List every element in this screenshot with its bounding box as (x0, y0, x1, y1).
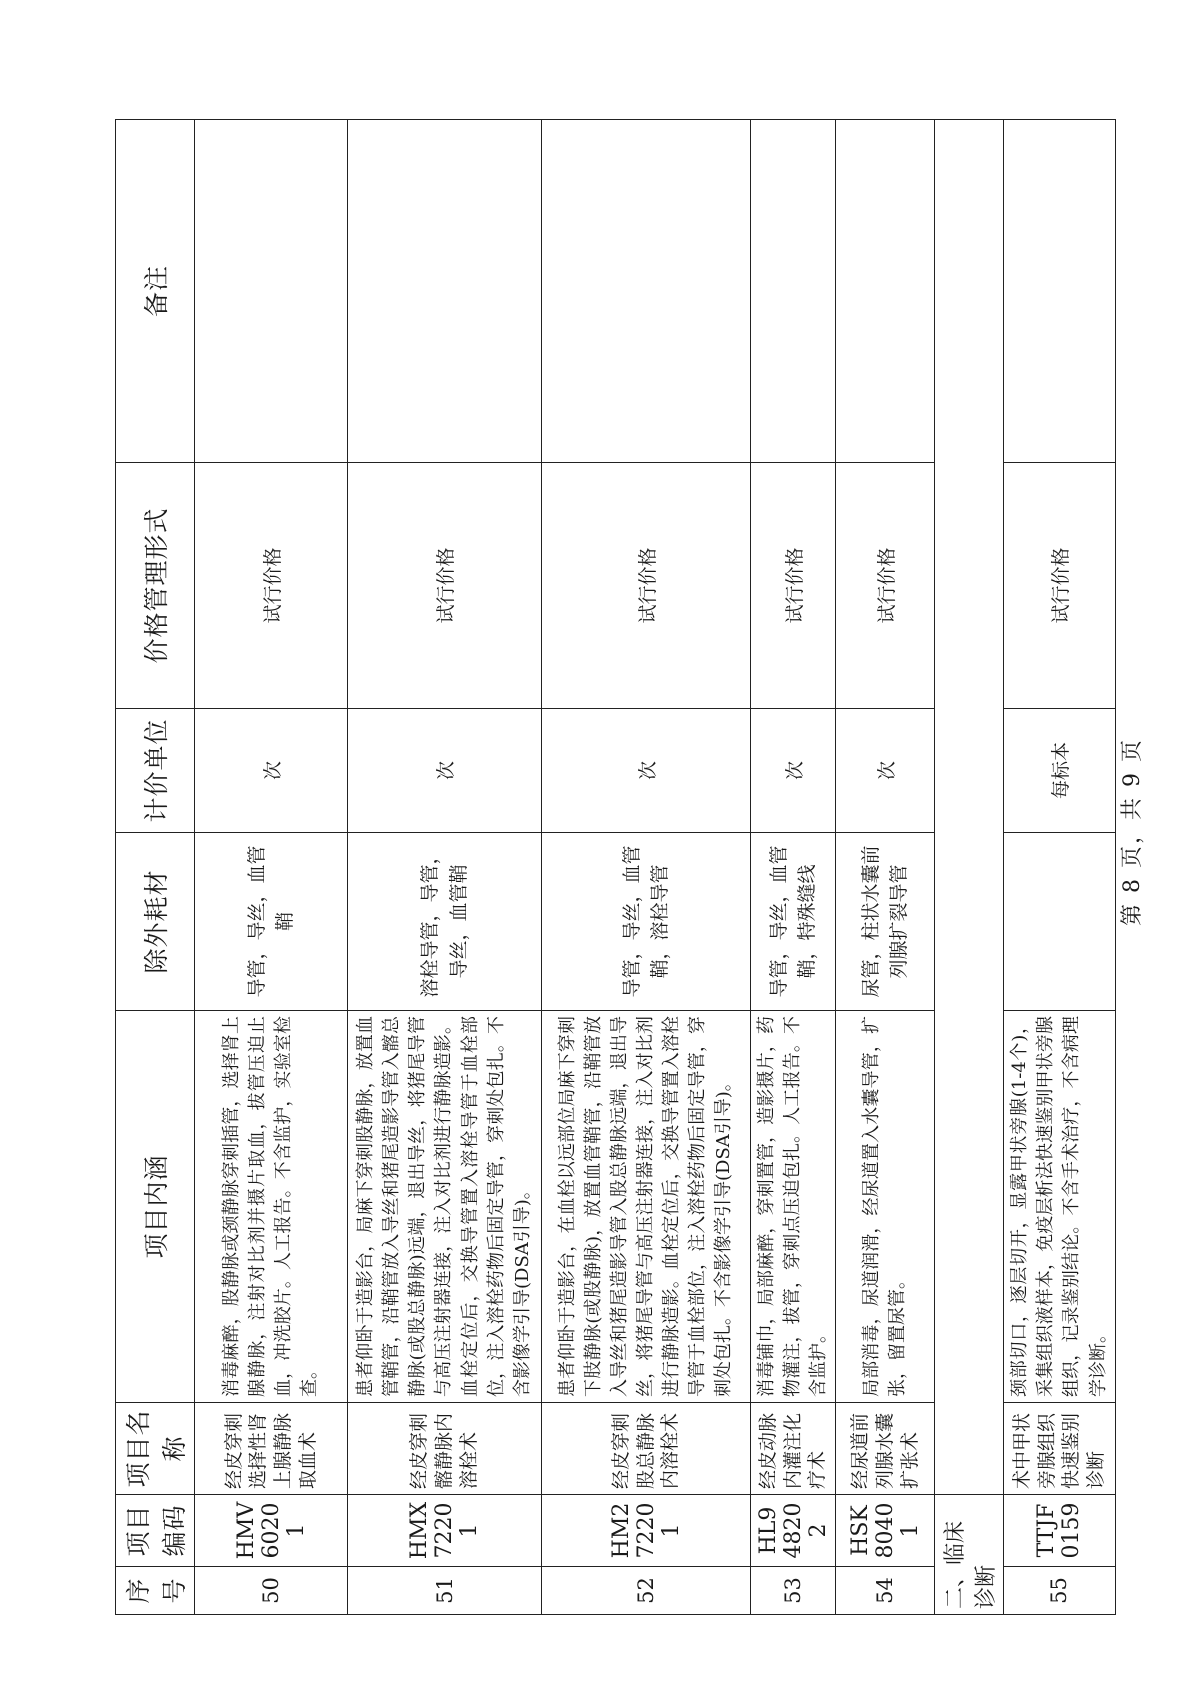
header-materials: 除外耗材 (116, 833, 195, 1011)
table-row (751, 120, 836, 1615)
row-seq: 55 (1004, 1567, 1115, 1615)
table-row (836, 120, 935, 1615)
row-price-form: 试行价格 (542, 463, 751, 709)
row-unit: 次 (542, 709, 751, 833)
row-content: 患者仰卧于造影台，局麻下穿刺股静脉，放置血管鞘管，沿鞘管放入导丝和猪尾造影导管入髂总静脉(或股总静脉)远端，退出导丝，将猪尾导管与高压注射器连接，注入对比剂进行静脉造影。血栓定位后，交换导管置入溶栓导管于血栓部位，注入溶栓药物后固定导管，穿刺处包扎。不含影像学引导(DSA引导)。 (348, 1011, 542, 1403)
section-filler (935, 120, 1004, 1495)
row-name: 经尿道前列腺水囊扩张术 (836, 1403, 935, 1495)
row-price-form: 试行价格 (836, 463, 935, 709)
row-name: 经皮穿刺选择性肾上腺静脉取血术 (195, 1403, 348, 1495)
row-code: HSK80401 (836, 1495, 935, 1567)
header-note: 备注 (116, 120, 195, 463)
header-price-form: 价格管理形式 (116, 463, 195, 709)
row-note (195, 120, 348, 463)
table-row (542, 120, 751, 1615)
row-code: HM272201 (542, 1495, 751, 1567)
row-note (836, 120, 935, 463)
header-code: 项目编码 (116, 1495, 195, 1567)
price-item-table (115, 119, 1116, 1615)
row-seq: 51 (348, 1567, 542, 1615)
header-seq: 序号 (116, 1567, 195, 1615)
row-content: 颈部切口，逐层切开，显露甲状旁腺(1-4个)，采集组织液样本，免疫层析法快速鉴别甲状旁腺组织，记录鉴别结论。不含手术治疗，不含病理学诊断。 (1004, 1011, 1115, 1403)
row-content: 局部消毒，尿道润滑，经尿道置入水囊导管，扩张，留置尿管。 (836, 1011, 935, 1403)
row-materials (1004, 833, 1115, 1011)
row-content: 消毒麻醉，股静脉或颈静脉穿刺插管，选择肾上腺静脉，注射对比剂并摄片取血，拔管压迫止血，冲洗胶片。人工报告。不含监护，实验室检查。 (195, 1011, 348, 1403)
row-price-form: 试行价格 (195, 463, 348, 709)
row-name: 经皮穿刺股总静脉内溶栓术 (542, 1403, 751, 1495)
row-seq: 52 (542, 1567, 751, 1615)
row-content: 患者仰卧于造影台，在血栓以远部位局麻下穿刺下肢静脉(或股静脉)，放置血管鞘管，沿鞘管放入导丝和猪尾造影导管入股总静脉远端，退出导丝，将猪尾导管与高压注射器连接，注入对比剂进行静脉造影。血栓定位后，交换导管置入溶栓导管于血栓部位，注入溶栓药物后固定导管，穿刺处包扎。不含影像学引导(DSA引导)。 (542, 1011, 751, 1403)
row-name: 经皮穿刺髂静脉内溶栓术 (348, 1403, 542, 1495)
header-unit: 计价单位 (116, 709, 195, 833)
row-unit: 每标本 (1004, 709, 1115, 833)
row-note (348, 120, 542, 463)
row-materials: 溶栓导管，导管，导丝，血管鞘 (348, 833, 542, 1011)
page-number: 第 8 页，共 9 页 (1120, 738, 1145, 926)
row-name: 经皮动脉内灌注化疗术 (751, 1403, 836, 1495)
row-seq: 54 (836, 1567, 935, 1615)
table-header-row (116, 120, 195, 1615)
row-code: HMV60201 (195, 1495, 348, 1567)
row-materials: 导管，导丝，血管鞘，溶栓导管 (542, 833, 751, 1011)
table-row (195, 120, 348, 1615)
row-seq: 50 (195, 1567, 348, 1615)
row-content: 消毒铺巾，局部麻醉，穿刺置管，造影摄片，药物灌注，拔管，穿刺点压迫包扎。人工报告。不含监护。 (751, 1011, 836, 1403)
row-note (1004, 120, 1115, 463)
row-name: 术中甲状旁腺组织快速鉴别诊断 (1004, 1403, 1115, 1495)
row-unit: 次 (348, 709, 542, 833)
row-price-form: 试行价格 (751, 463, 836, 709)
row-price-form: 试行价格 (1004, 463, 1115, 709)
row-materials: 导管，导丝，血管鞘，特殊缝线 (751, 833, 836, 1011)
row-unit: 次 (195, 709, 348, 833)
row-code: HL948202 (751, 1495, 836, 1567)
table-row (1004, 120, 1115, 1615)
row-materials: 尿管，柱状水囊前列腺扩裂导管 (836, 833, 935, 1011)
header-name: 项目名称 (116, 1403, 195, 1495)
table-row (348, 120, 542, 1615)
section-label: 二、临床诊断 (935, 1495, 1004, 1615)
row-code: HMX72201 (348, 1495, 542, 1567)
row-materials: 导管，导丝，血管鞘 (195, 833, 348, 1011)
row-price-form: 试行价格 (348, 463, 542, 709)
row-note (751, 120, 836, 463)
row-seq: 53 (751, 1567, 836, 1615)
row-unit: 次 (751, 709, 836, 833)
section-row (935, 120, 1004, 1615)
header-content: 项目内涵 (116, 1011, 195, 1403)
row-code: TTJF0159 (1004, 1495, 1115, 1567)
row-note (542, 120, 751, 463)
row-unit: 次 (836, 709, 935, 833)
